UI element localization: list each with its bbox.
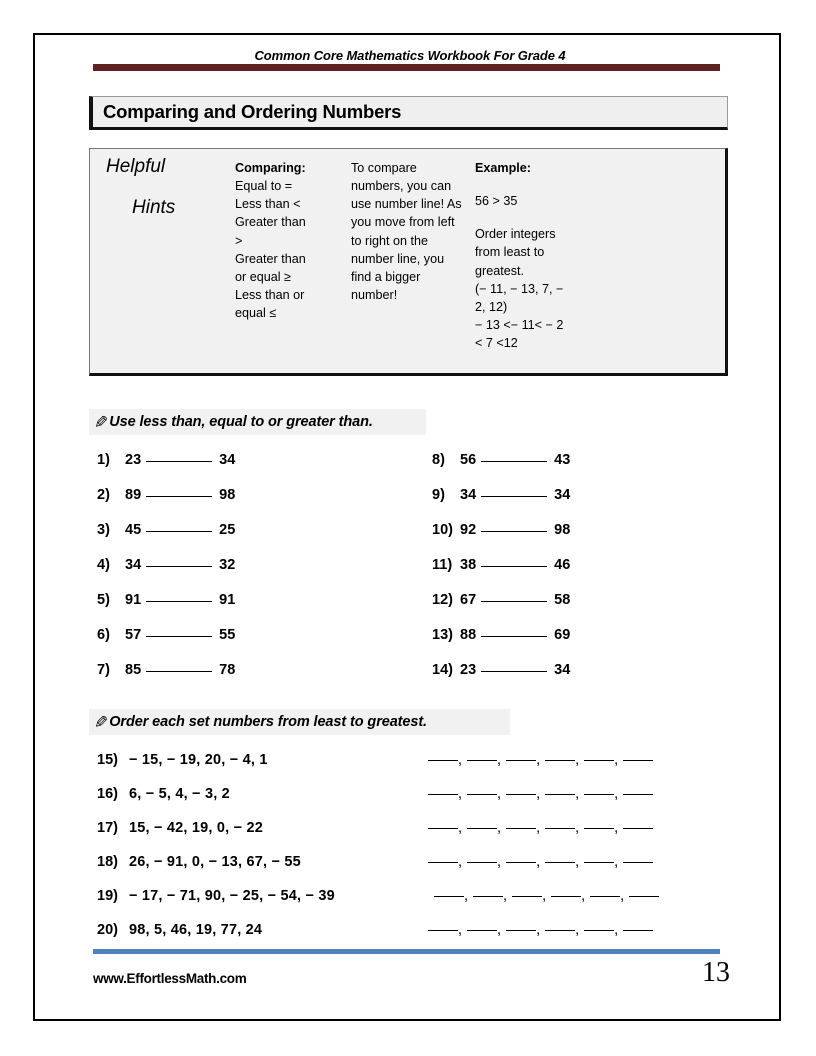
right-operand: 32 [219, 557, 236, 573]
comparison-problem-row [97, 662, 235, 697]
right-operand: 25 [219, 522, 236, 538]
comparing-line: Less than or [235, 287, 305, 302]
example-line: < 7 <12 [475, 336, 518, 350]
footer-website: www.EffortlessMath.com [93, 971, 247, 986]
comparison-answer-blank[interactable] [481, 636, 547, 637]
comparison-answer-blank[interactable] [481, 671, 547, 672]
comparison-problem-row [432, 592, 570, 627]
ordering-answer-blank[interactable] [467, 760, 497, 761]
instruction-banner-compare [89, 409, 426, 435]
left-operand: 34 [460, 487, 477, 503]
ordering-answer-blank[interactable] [428, 794, 458, 795]
problem-number: 16) [97, 786, 118, 802]
problem-number: 2) [97, 487, 110, 503]
right-operand: 69 [554, 627, 571, 643]
ordering-answer-row [428, 752, 659, 786]
number-set: 26, − 91, 0, − 13, 67, − 55 [129, 854, 301, 870]
number-set: 15, − 42, 19, 0, − 22 [129, 820, 263, 836]
ordering-answer-blank[interactable] [584, 828, 614, 829]
problem-number: 18) [97, 854, 118, 870]
right-operand: 98 [554, 522, 571, 538]
ordering-answer-blank[interactable] [428, 760, 458, 761]
answer-separator: , [536, 752, 541, 768]
left-operand: 67 [460, 592, 477, 608]
left-operand: 91 [125, 592, 142, 608]
answer-separator: , [536, 922, 541, 938]
hints-label-line2: Hints [132, 196, 176, 218]
answer-separator: , [497, 854, 502, 870]
left-operand: 38 [460, 557, 477, 573]
ordering-answer-row [428, 854, 659, 888]
answer-separator: , [581, 888, 586, 904]
comparison-problem-row [97, 557, 235, 592]
answer-separator: , [458, 786, 463, 802]
problem-number: 15) [97, 752, 118, 768]
left-operand: 88 [460, 627, 477, 643]
problem-number: 10) [432, 522, 453, 538]
ordering-answer-blank[interactable] [584, 862, 614, 863]
example-line: (− 11, − 13, 7, − [475, 281, 564, 296]
quill-pencil-icon: ✎ [94, 412, 109, 432]
left-operand: 92 [460, 522, 477, 538]
spacer [475, 177, 717, 192]
ordering-answer-blank[interactable] [467, 794, 497, 795]
comparing-line: Equal to = [235, 179, 293, 194]
example-line: Order integers [475, 227, 556, 242]
comparison-problem-row [97, 592, 235, 627]
example-header: Example: [475, 161, 531, 175]
left-operand: 23 [125, 452, 142, 468]
ordering-answer-blank[interactable] [584, 760, 614, 761]
comparison-answer-blank[interactable] [146, 601, 212, 602]
answer-separator: , [614, 820, 619, 836]
comparison-problem-row [432, 452, 570, 487]
problem-number: 3) [97, 522, 110, 538]
example-column [475, 149, 725, 373]
ordering-answer-blank[interactable] [590, 896, 620, 897]
ordering-answer-blank[interactable] [467, 930, 497, 931]
example-line: − 13 <− 11< − 2 [475, 317, 564, 332]
example-line: greatest. [475, 263, 525, 278]
ordering-answer-blank[interactable] [545, 760, 575, 761]
right-operand: 34 [554, 487, 571, 503]
answer-separator: , [458, 820, 463, 836]
answer-separator: , [497, 922, 502, 938]
ordering-problem-row [97, 888, 335, 922]
ordering-answer-blank[interactable] [551, 896, 581, 897]
answer-separator: , [542, 888, 547, 904]
ordering-answer-blank[interactable] [545, 828, 575, 829]
ordering-answer-row [428, 786, 659, 820]
ordering-answer-blanks [428, 752, 659, 956]
problem-number: 20) [97, 922, 118, 938]
comparing-line: > [235, 233, 243, 248]
example-line: 2, 12) [475, 299, 508, 314]
ordering-answer-blank[interactable] [629, 896, 659, 897]
answer-separator: , [458, 854, 463, 870]
problem-number: 19) [97, 888, 118, 904]
ordering-answer-blank[interactable] [623, 794, 653, 795]
ordering-answer-blank[interactable] [584, 794, 614, 795]
answer-separator: , [575, 854, 580, 870]
comparison-answer-blank[interactable] [146, 531, 212, 532]
answer-separator: , [536, 854, 541, 870]
answer-separator: , [536, 820, 541, 836]
left-operand: 23 [460, 662, 477, 678]
answer-separator: , [458, 752, 463, 768]
problem-number: 4) [97, 557, 110, 573]
left-operand: 56 [460, 452, 477, 468]
problem-number: 6) [97, 627, 110, 643]
comparison-answer-blank[interactable] [146, 636, 212, 637]
running-head: Common Core Mathematics Workbook For Grade 4 [254, 48, 566, 63]
problem-number: 14) [432, 662, 453, 678]
comparison-problem-row [432, 557, 570, 592]
comparison-answer-blank[interactable] [146, 671, 212, 672]
answer-separator: , [458, 922, 463, 938]
ordering-answer-blank[interactable] [434, 896, 464, 897]
comparing-line: or equal ≥ [235, 269, 291, 284]
ordering-answer-blank[interactable] [545, 930, 575, 931]
ordering-answer-blank[interactable] [584, 930, 614, 931]
right-operand: 34 [219, 452, 236, 468]
comparison-problem-row [432, 662, 570, 697]
ordering-problems [97, 752, 335, 956]
comparison-answer-blank[interactable] [481, 531, 547, 532]
ordering-answer-blank[interactable] [512, 896, 542, 897]
answer-separator: , [497, 786, 502, 802]
helpful-hints-box [89, 148, 728, 376]
ordering-answer-row [428, 820, 659, 854]
number-set: − 17, − 71, 90, − 25, − 54, − 39 [129, 888, 335, 904]
hints-label-line1: Helpful [106, 156, 166, 177]
comparison-problem-row [97, 627, 235, 662]
comparing-line: equal ≤ [235, 306, 277, 320]
answer-separator: , [575, 786, 580, 802]
ordering-answer-blank[interactable] [623, 862, 653, 863]
answer-separator: , [497, 820, 502, 836]
example-line: 56 > 35 [475, 194, 518, 209]
ordering-problem-row [97, 820, 335, 854]
number-set: 6, − 5, 4, − 3, 2 [129, 786, 230, 802]
ordering-answer-blank[interactable] [506, 794, 536, 795]
header-rule [93, 64, 720, 71]
answer-separator: , [620, 888, 625, 904]
problem-number: 8) [432, 452, 445, 468]
comparison-answer-blank[interactable] [146, 461, 212, 462]
comparison-answer-blank[interactable] [146, 496, 212, 497]
answer-separator: , [575, 752, 580, 768]
ordering-answer-blank[interactable] [428, 828, 458, 829]
quill-pencil-icon: ✎ [94, 712, 109, 732]
problem-number: 11) [432, 557, 453, 573]
problem-number: 13) [432, 627, 453, 643]
instruction-text-compare: Use less than, equal to or greater than. [109, 414, 373, 430]
comparison-problem-row [97, 487, 235, 522]
ordering-answer-blank[interactable] [545, 794, 575, 795]
answer-separator: , [614, 854, 619, 870]
comparing-line: Less than < [235, 197, 301, 212]
page-title: Comparing and Ordering Numbers [103, 101, 402, 122]
comparison-problem-row [432, 522, 570, 557]
comparison-problems-right [432, 452, 570, 697]
problem-number: 17) [97, 820, 118, 836]
ordering-answer-blank[interactable] [545, 862, 575, 863]
comparison-answer-blank[interactable] [481, 566, 547, 567]
left-operand: 57 [125, 627, 142, 643]
number-set: − 15, − 19, 20, − 4, 1 [129, 752, 268, 768]
ordering-answer-blank[interactable] [467, 828, 497, 829]
helpful-hints-label [90, 149, 235, 373]
page-number: 13 [702, 957, 730, 988]
problem-number: 7) [97, 662, 110, 678]
comparison-answer-blank[interactable] [481, 461, 547, 462]
ordering-answer-blank[interactable] [506, 828, 536, 829]
right-operand: 55 [219, 627, 236, 643]
ordering-answer-blank[interactable] [623, 930, 653, 931]
comparison-problems-left [97, 452, 235, 697]
right-operand: 78 [219, 662, 236, 678]
left-operand: 45 [125, 522, 142, 538]
answer-separator: , [614, 752, 619, 768]
ordering-problem-row [97, 854, 335, 888]
left-operand: 89 [125, 487, 142, 503]
ordering-problem-row [97, 786, 335, 820]
comparing-symbols-column [235, 149, 351, 373]
number-set: 98, 5, 46, 19, 77, 24 [129, 922, 263, 938]
answer-separator: , [536, 786, 541, 802]
left-operand: 34 [125, 557, 142, 573]
ordering-answer-blank[interactable] [506, 930, 536, 931]
instruction-text-order: Order each set numbers from least to greatest. [109, 714, 427, 730]
lesson-title-box [89, 96, 728, 130]
right-operand: 58 [554, 592, 571, 608]
ordering-answer-blank[interactable] [473, 896, 503, 897]
comparing-line: Greater than [235, 215, 306, 230]
right-operand: 91 [219, 592, 236, 608]
ordering-answer-blank[interactable] [506, 760, 536, 761]
comparison-problem-row [432, 627, 570, 662]
left-operand: 85 [125, 662, 142, 678]
comparing-header: Comparing: [235, 161, 306, 175]
compare-explanation: To compare numbers, you can use number line! As you move from left to right on the number line, you find a bigger number! [351, 161, 462, 302]
problem-number: 1) [97, 452, 110, 468]
ordering-answer-blank[interactable] [467, 862, 497, 863]
comparing-line: Greater than [235, 251, 306, 266]
answer-separator: , [503, 888, 508, 904]
ordering-problem-row [97, 752, 335, 786]
comparison-answer-blank[interactable] [481, 496, 547, 497]
answer-separator: , [575, 820, 580, 836]
ordering-answer-blank[interactable] [428, 862, 458, 863]
comparison-answer-blank[interactable] [481, 601, 547, 602]
problem-number: 9) [432, 487, 445, 503]
comparison-problem-row [97, 452, 235, 487]
answer-separator: , [497, 752, 502, 768]
example-line: from least to [475, 245, 545, 260]
answer-separator: , [464, 888, 469, 904]
right-operand: 34 [554, 662, 571, 678]
ordering-answer-blank[interactable] [623, 828, 653, 829]
right-operand: 98 [219, 487, 236, 503]
answer-separator: , [614, 922, 619, 938]
instruction-banner-order [89, 709, 510, 735]
ordering-answer-blank[interactable] [506, 862, 536, 863]
comparison-problem-row [432, 487, 570, 522]
problem-number: 5) [97, 592, 110, 608]
right-operand: 46 [554, 557, 571, 573]
answer-separator: , [575, 922, 580, 938]
spacer [475, 210, 717, 225]
ordering-answer-blank[interactable] [428, 930, 458, 931]
answer-separator: , [614, 786, 619, 802]
ordering-answer-row [428, 888, 659, 922]
comparison-problem-row [97, 522, 235, 557]
comparison-answer-blank[interactable] [146, 566, 212, 567]
ordering-answer-blank[interactable] [623, 760, 653, 761]
right-operand: 43 [554, 452, 571, 468]
footer-rule [93, 949, 720, 954]
problem-number: 12) [432, 592, 453, 608]
